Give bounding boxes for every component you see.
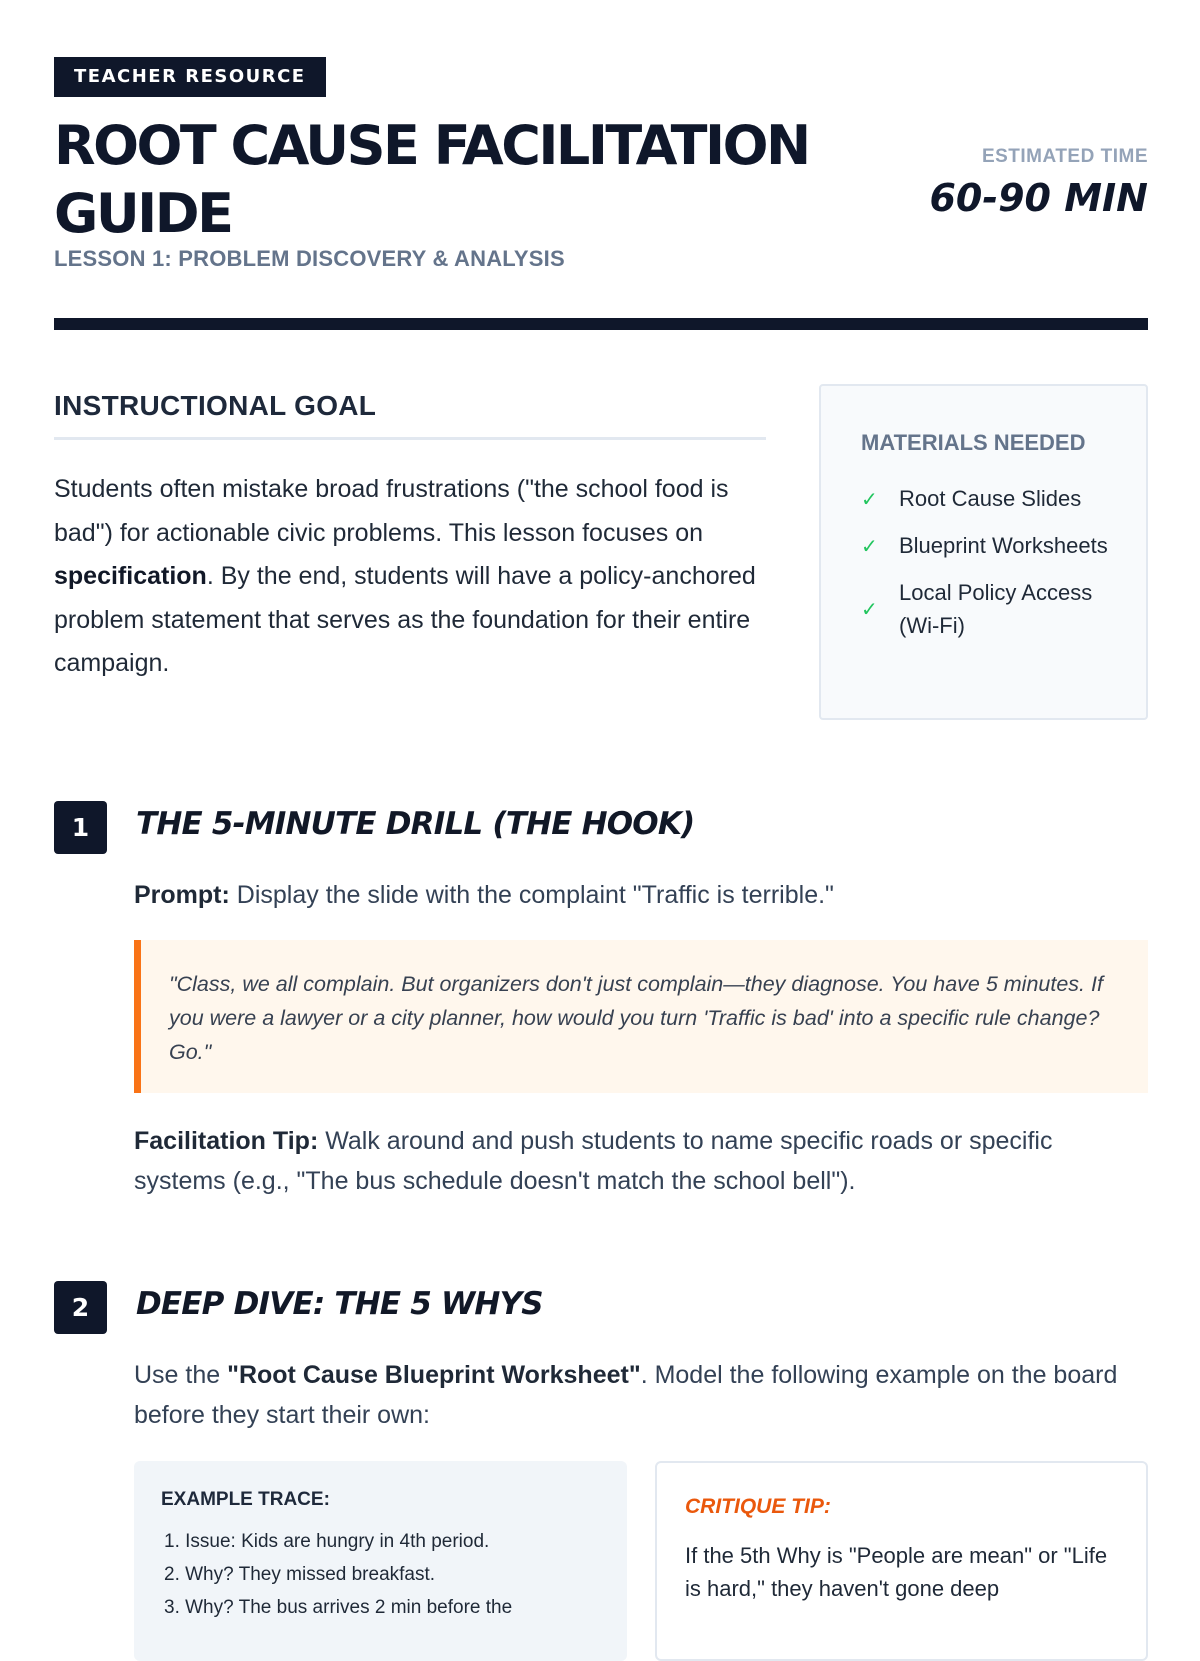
critique-tip-text: If the 5th Why is "People are mean" or "Life is hard," they haven't gone deep [685,1543,1108,1601]
materials-item [861,576,1131,642]
example-trace-list [164,1525,614,1624]
goal-text-emphasis: specification [54,562,207,590]
prompt-label: Prompt: [134,881,230,909]
materials-heading: MATERIALS NEEDED [861,430,1086,455]
list-item: 3. Why? The bus arrives 2 min before the [164,1597,513,1618]
instructional-goal-heading: INSTRUCTIONAL GOAL [54,390,377,421]
step-2-title: DEEP DIVE: THE 5 WHYS [136,1286,543,1322]
worksheet-name: "Root Cause Blueprint Worksheet" [227,1361,641,1389]
goal-divider [54,437,766,440]
materials-item [861,529,1131,562]
list-item: 1. Issue: Kids are hungry in 4th period. [164,1531,490,1552]
header-divider [54,318,1148,330]
instructional-goal-text [54,468,770,686]
facilitation-tip [134,1121,1148,1201]
list-item: 2. Why? They missed breakfast. [164,1564,436,1585]
check-icon: ✓ [861,597,878,621]
teacher-script-quote [134,940,1148,1093]
step-1-number: 1 [54,801,107,854]
lesson-subtitle: LESSON 1: PROBLEM DISCOVERY & ANALYSIS [54,246,565,271]
materials-panel [819,384,1148,720]
materials-item-label: Local Policy Access (Wi-Fi) [899,580,1093,638]
materials-item-label: Blueprint Worksheets [899,533,1108,558]
teacher-resource-badge: TEACHER RESOURCE [54,57,326,97]
step-2-text-end: . Model the following example on the board before they start their own: [134,1361,1118,1429]
materials-item-label: Root Cause Slides [899,486,1082,511]
critique-tip-heading: CRITIQUE TIP: [685,1495,831,1518]
materials-list [861,482,1131,656]
estimated-time-value: 60-90 MIN [929,176,1148,220]
example-trace-card [134,1461,627,1661]
facilitation-tip-label: Facilitation Tip: [134,1127,319,1155]
materials-item [861,482,1131,515]
critique-tip-card [655,1461,1148,1661]
step-1-prompt [134,875,1148,915]
check-icon: ✓ [861,533,878,558]
guide-page [54,0,1148,1618]
page-title: ROOT CAUSE FACILITATION GUIDE [54,114,809,245]
step-2-text-start: Use the [134,1361,228,1389]
step-1-title: THE 5-MINUTE DRILL (THE HOOK) [136,806,695,842]
goal-text-start: Students often mistake broad frustrations ("the school food is bad") for actionable civic problems. This lesson focuses on [54,475,729,547]
example-trace-heading: EXAMPLE TRACE: [161,1489,330,1510]
facilitation-tip-text: Walk around and push students to name specific roads or specific systems (e.g., "The bus schedule doesn't match the school bell"). [134,1127,1053,1195]
quote-text: "Class, we all complain. But organizers don't just complain—they diagnose. You have 5 minutes. If you were a lawyer or a city planner, how would you turn 'Traffic is bad' into a specific rule change? Go." [169,972,1103,1064]
step-2-instructions [134,1355,1148,1435]
check-icon: ✓ [861,486,878,511]
estimated-time-label: ESTIMATED TIME [981,146,1148,167]
step-2-number: 2 [54,1281,107,1334]
goal-text-end: . By the end, students will have a policy-anchored problem statement that serves as the foundation for their entire campaign. [54,562,756,677]
prompt-text: Display the slide with the complaint "Traffic is terrible." [229,881,834,909]
